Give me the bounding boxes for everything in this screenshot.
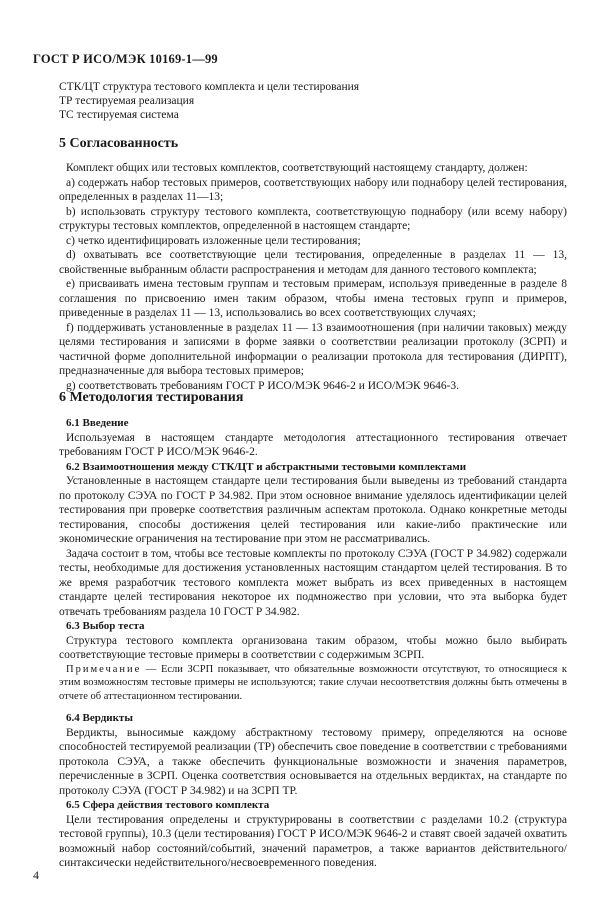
paragraph: Установленные в настоящем стандарте цели тестирования были выведены из требований стандарта по протоколу СЭУА по ГОСТ Р 34.982. При этом основное внимание уделялось идентификации целей тестирования при проверке соответствия различным аспектам протокола. Однако конкретные методы тестирования, способы достижения целей тестирования или какие-либо практические или экономические ограничения на тестирование при этом не рассматривались. <box>59 475 567 545</box>
subsection-title: 6.2 Взаимоотношения между СТК/ЦТ и абстрактными тестовыми комплектами <box>66 460 467 473</box>
abbreviation-item: ТР тестируемая реализация <box>59 95 195 107</box>
page-number: 4 <box>33 868 39 882</box>
paragraph: Структура тестового комплекта организована таким образом, чтобы можно было выбирать соответствующие тестовые примеры в соответствии с содержимым ЗСРП. <box>59 634 567 661</box>
abbreviation-item: ТС тестируемая система <box>59 109 179 121</box>
section-5-intro: Комплект общих или тестовых комплектов, соответствующий настоящему стандарту, должен: <box>66 162 528 174</box>
section-5-body <box>59 161 567 393</box>
paragraph: Задача состоит в том, чтобы все тестовые комплекты по протоколу СЭУА (ГОСТ Р 34.982) содержали тесты, необходимые для достижения установленных настоящим стандартом целей тестирования. В то же время разработчик тестового комплекта может выбрать из всех приведенных в настоящем стандарте целей тестирования некоторое их подмножество при условии, что эта выборка будет отвечать требованиям раздела 10 ГОСТ Р 34.982. <box>59 547 567 618</box>
section-6-body <box>59 416 567 871</box>
section-6-title: 6 Методология тестирования <box>59 390 244 405</box>
note-text: — Если ЗСРП показывает, что обязательные возможности отсутствуют, то относящиеся к этим возможностям тестовые примеры не используются; такие случаи несоответствия должны быть отмечены в отчете об аттестационном тестировании. <box>59 663 567 702</box>
subsection-title: 6.1 Введение <box>66 417 129 429</box>
list-item: а) содержать набор тестовых примеров, соответствующих набору или поднабору целей тестирования, определенных в разделах 11—13; <box>59 176 567 203</box>
note <box>59 663 567 704</box>
list-item: g) соответствовать требованиям ГОСТ Р ИСО/МЭК 9646-2 и ИСО/МЭК 9646-3. <box>66 379 460 392</box>
document-header: ГОСТ Р ИСО/МЭК 10169-1—99 <box>33 52 218 66</box>
paragraph: Используемая в настоящем стандарте методология аттестационного тестирования отвечает требованиям ГОСТ Р ИСО/МЭК 9646-2. <box>59 431 567 458</box>
section-5-title: 5 Согласованность <box>59 136 179 151</box>
abbreviations-list <box>59 80 359 122</box>
subsection-title: 6.5 Сфера действия тестового комплекта <box>66 799 270 811</box>
abbreviation-item: СТК/ЦТ структура тестового комплекта и цели тестирования <box>59 81 360 93</box>
list-item: f) поддерживать установленные в разделах 11 — 13 взаимоотношения (при наличии таковых) между целями тестирования и записями в форме заявки о соответствии реализации протоколу (ЗСРП) и частичной форме дополнительной информации о реализации протокола для тестирования (ДИРПТ), предназначенные для выбора тестовых примеров; <box>59 321 567 377</box>
list-item: b) использовать структуру тестового комплекта, соответствующую поднабору (или всему набору) структуры тестовых комплектов, определенной в настоящем стандарте; <box>59 205 567 232</box>
paragraph: Цели тестирования определены и структурированы в соответствии с разделами 10.2 (структура тестовой группы), 10.3 (цели тестирования) ГОСТ Р ИСО/МЭК 9646-2 и ставят своей задачей охватить возможный набор состояний/событий, значений параметров, а также вариантов действительного/синтаксически недействительного/несвоевременного поведения. <box>59 813 567 869</box>
list-item: е) присваивать имена тестовым группам и тестовым примерам, используя приведенные в разделе 8 соглашения по присвоению имен таким образом, чтобы имена тестовых групп и примеров, приведенные в разделах 11 — 13, использовались во всех соответствующих случаях; <box>59 278 567 319</box>
list-item: с) четко идентифицировать изложенные цели тестирования; <box>66 234 361 247</box>
note-label: Примечание <box>66 663 142 675</box>
subsection-title: 6.3 Выбор теста <box>66 620 145 632</box>
paragraph: Вердикты, выносимые каждому абстрактному тестовому примеру, определяются на основе способностей тестируемой реализации (ТР) обеспечить свое поведение в соответствии с требованиями протокола СЭУА, а также обеспечить функциональные возможности и значения параметров, перечисленные в ЗСРП. Оценка соответствия основывается на отдельных вердиктах, на стандарте по протоколу СЭУА (ГОСТ Р 34.982) и на ЗСРП ТР. <box>59 726 567 797</box>
subsection-title: 6.4 Вердикты <box>66 712 133 724</box>
list-item: d) охватывать все соответствующие цели тестирования, определенные в разделах 11 — 13, свойственные выбранным области распространения и методам для данного тестового комплекта; <box>59 249 567 276</box>
